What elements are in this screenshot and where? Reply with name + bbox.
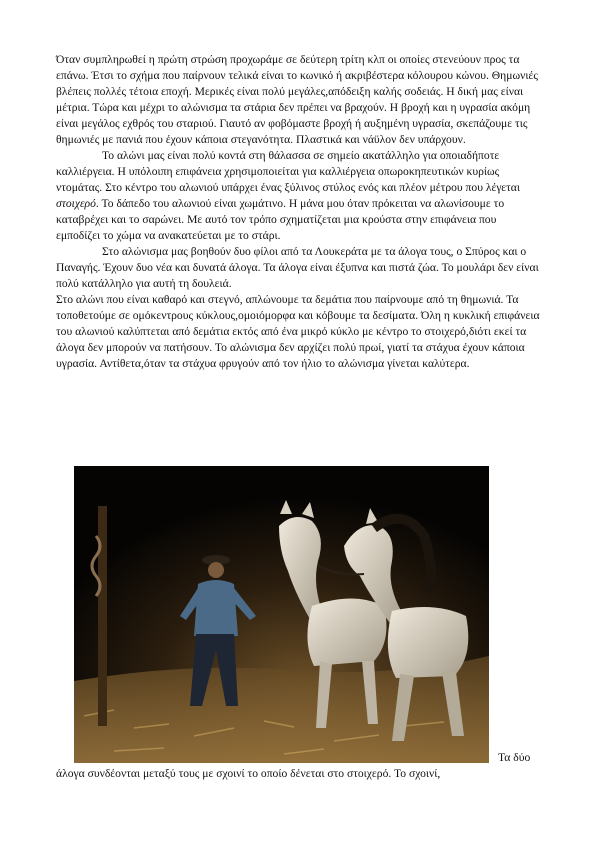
paragraph-threshing-floor	[56, 148, 542, 244]
photo-row	[74, 466, 544, 766]
term-stoichero: στοιχερό	[56, 197, 96, 210]
body-text	[56, 52, 542, 372]
caption-continuation: άλογα συνδέονται μεταξύ τους με σχοινί το οποίο δένεται στο στοιχερό. Το σχοινί,	[56, 767, 441, 780]
caption-start: Τα δύο	[498, 751, 531, 764]
paragraph-threshing-floor-end: . Το δάπεδο του αλωνιού είναι χωμάτινο. Η μάνα μου όταν πρόκειται να αλωνίσουμε το καταβρέχει και το σαρώνει. Με αυτό τον τρόπο σχηματίζεται μια κρούστα στην επιφάνεια που εμποδίζει το χώμα να ανακατεύεται με το στάρι.	[56, 197, 505, 242]
photo-illustration	[74, 466, 489, 763]
paragraph-spreading-sheaves: Στο αλώνι που είναι καθαρό και στεγνό, απλώνουμε τα δεμάτια που παίρνουμε από τη θημωνιά. Τα τοποθετούμε σε ομόκεντρους κύκλους,ομοιόμορφα και κόβουμε τα δεσίματα. Όλη η κυκλική επιφάνεια του αλωνιού καλύπτεται από δεμάτια εκτός από ένα μικρό κύκλο με κέντρο το στοιχερό,διότι εκεί τα άλογα δεν μπορούν να πατήσουν. Το αλώνισμα δεν αρχίζει πολύ πρωί, γιατί τα στάχυα έχουν κάποια υγρασία. Αντίθετα,όταν τα στάχυα φρυγούν από τον ήλιο το αλώνισμα γίνεται καλύτερα.	[56, 293, 540, 370]
paragraph-threshing-floor-start: Το αλώνι μας είναι πολύ κοντά στη θάλασσα σε σημείο ακατάλληλο για οποιαδήποτε καλλιέργεια. Η υπόλοιπη επιφάνεια χρησιμοποιείται για καλλιέργεια οπωροκηπευτικών κυρίως ντομάτας. Στο κέντρο του αλωνιού υπάρχει ένας ξύλινος στύλος ενός και πλέον μέτρου που λέγεται	[56, 149, 520, 194]
paragraph-threshing-stacks: Όταν συμπληρωθεί η πρώτη στρώση προχωράμε σε δεύτερη τρίτη κλπ οι οποίες στενεύουν προς τα επάνω. Έτσι το σχήμα που παίρνουν τελικά είναι το κωνικό ή ακριβέστερα κόλουρου κώνου. Θημωνιές βλέπεις πολλές τέτοια εποχή. Μερικές είναι πολύ μεγάλες,απόδειξη καλής σοδειάς. Η δική μας είναι μέτρια. Τώρα και μέχρι το αλώνισμα τα στάρια δεν πρέπει να βραχούν. Η βροχή και η υγρασία ακόμη είναι μεγάλος εχθρός του σταριού. Γιαυτό αν φοβόμαστε βροχή ή αυξημένη υγρασία, σκεπάζουμε τις θημωνιές με πανιά που έχουν κάποια στεγανότητα. Πλαστικά και νάϋλον δεν υπάρχουν.	[56, 53, 538, 146]
paragraph-helpers-horses: Στο αλώνισμα μας βοηθούν δυο φίλοι από τα Λουκεράτα με τα άλογα τους, ο Σπύρος και ο Παναγής. Έχουν δυο νέα και δυνατά άλογα. Τα άλογα είναι έξυπνα και πιστά ζώα. Το μουλάρι δεν είναι πολύ κατάλληλο για αυτή τη δουλειά.	[56, 245, 539, 290]
threshing-horses-photo	[74, 466, 489, 763]
